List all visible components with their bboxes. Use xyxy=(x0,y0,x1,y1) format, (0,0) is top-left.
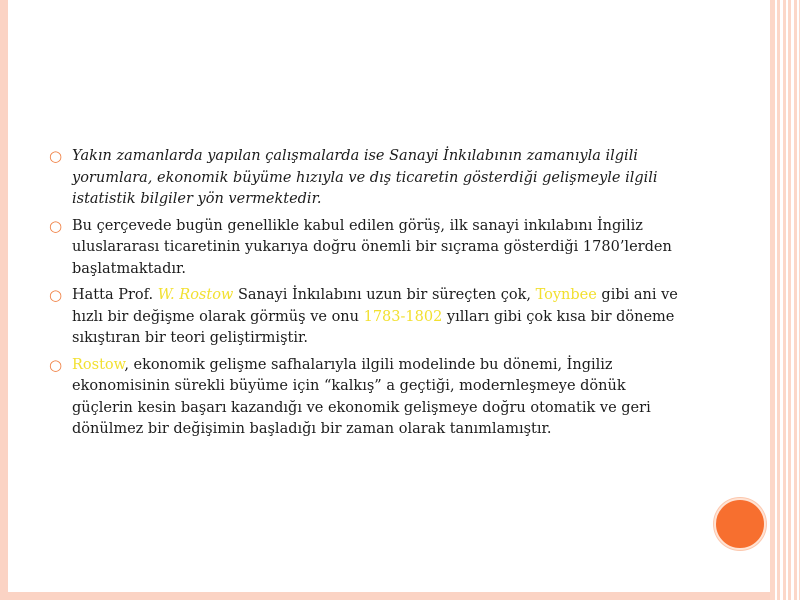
highlight-years: 1783-1802 xyxy=(363,308,443,325)
paragraph-1-text: Yakın zamanlarda yapılan çalışmalarda ise Sanayi İnkılabının zamanıyla ilgili yorumlara, ekonomik büyüme hızıyla ve dış ticaretin gösterdiği gelişmeyle ilgili istatistik bilgiler yön vermektedir. xyxy=(72,148,658,207)
bullet-icon: ○ xyxy=(49,286,63,304)
highlight-w-rostow: W. Rostow xyxy=(157,287,234,303)
right-stripe-decoration xyxy=(770,0,800,600)
paragraph-3-text-part: Sanayi İnkılabını uzun bir süreçten çok, xyxy=(233,287,536,303)
decorative-orange-circle xyxy=(714,498,766,550)
paragraph-4-text: , ekonomik gelişme safhalarıyla ilgili modelinde bu dönemi, İngiliz ekonomisinin sürekli büyüme için “kalkış” a geçtiği, modernleşmeye dönük güçlerin kesin başarı kazandığı ve ekonomik gelişmeye doğru otomatik ve geri dönülmez bir değişimin başladığı bir zaman olarak tanımlamıştır. xyxy=(72,356,651,437)
left-border-decoration xyxy=(0,0,8,600)
bullet-paragraph-1 xyxy=(48,146,688,211)
bullet-paragraph-2 xyxy=(48,216,688,281)
bullet-icon: ○ xyxy=(49,216,63,235)
bullet-paragraph-3 xyxy=(48,285,688,350)
highlight-rostow: Rostow xyxy=(72,356,125,373)
paragraph-2-text: Bu çerçevede bugün genellikle kabul edilen görüş, ilk sanayi inkılabını İngiliz uluslararası ticaretinin yukarıya doğru önemli bir sıçrama gösterdiği 1780’lerden başlatmaktadır. xyxy=(72,217,672,277)
bottom-border-decoration xyxy=(0,592,770,600)
highlight-toynbee: Toynbee xyxy=(535,287,597,303)
paragraph-3-text-part: gibi ani ve hızlı bir değişme olarak görmüş ve onu xyxy=(72,287,678,325)
bullet-paragraph-4 xyxy=(48,355,688,441)
bullet-icon: ○ xyxy=(49,355,63,374)
paragraph-3-text-part: Hatta Prof. xyxy=(72,287,158,303)
paragraph-3-text-part: yılları gibi çok kısa bir döneme sıkıştıran bir teori geliştirmiştir. xyxy=(72,308,675,346)
slide-body xyxy=(48,146,688,446)
bullet-icon: ○ xyxy=(49,147,63,165)
